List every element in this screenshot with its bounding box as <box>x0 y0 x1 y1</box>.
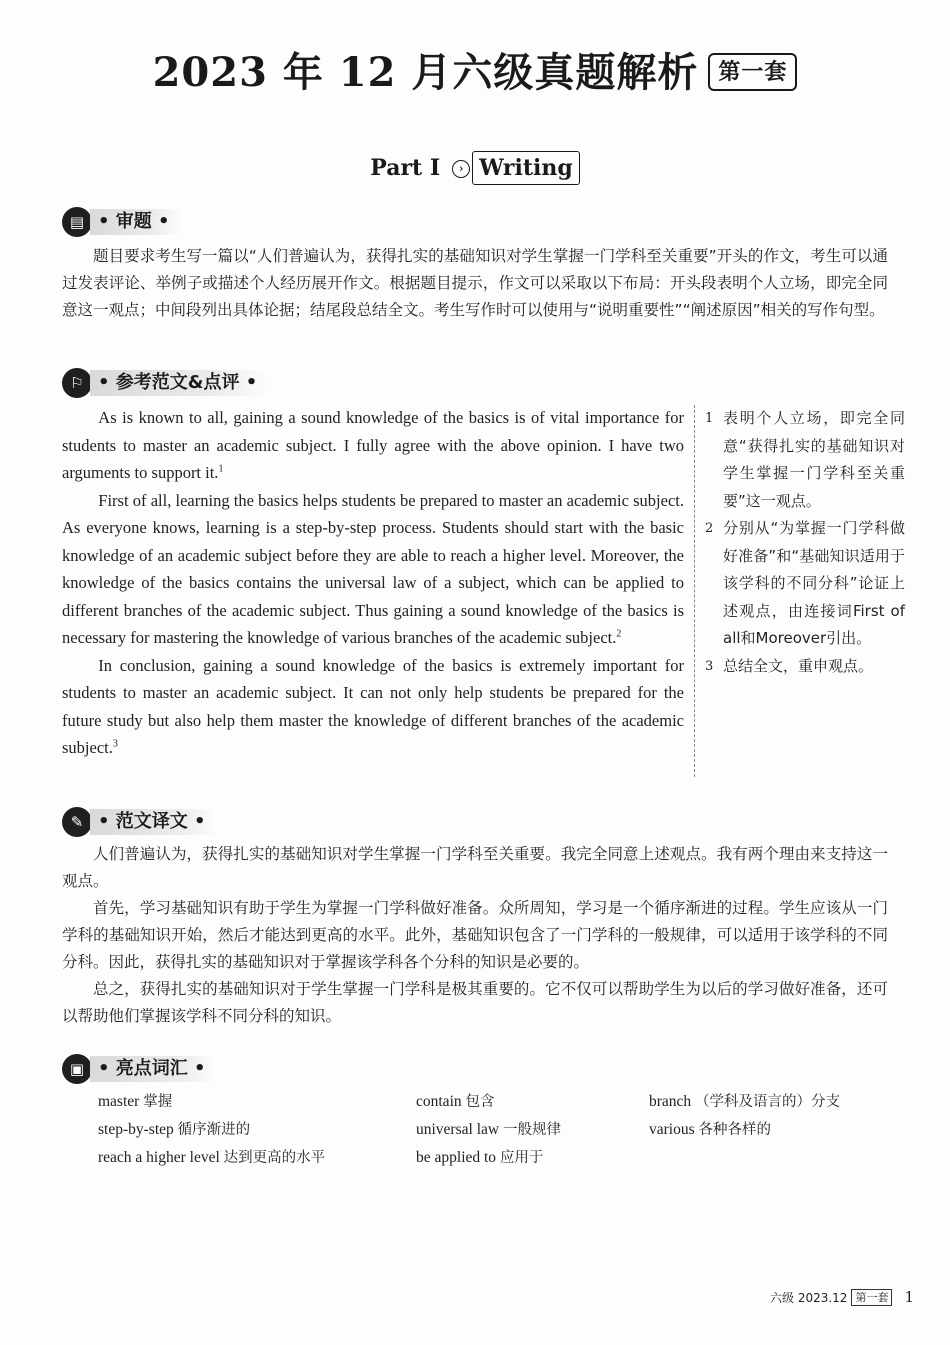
section-title: • 范文译文 • <box>90 809 218 835</box>
vocab-item: universal law 一般规律 <box>416 1121 561 1138</box>
vocab-item: be applied to 应用于 <box>416 1149 544 1166</box>
pen-icon: ✎ <box>62 807 92 837</box>
essay-paragraph: In conclusion, gaining a sound knowledge of the basics is extremely important for students to master an academic subject. It can not only help students be prepared for the future study but also help them master the knowledge of different branches of the academic subject.$^3$ <box>62 655 684 757</box>
vocab-column <box>416 1088 636 1172</box>
chevron-right-icon: › <box>452 160 470 178</box>
section-header-review <box>62 206 182 238</box>
vocab-item: reach a higher level 达到更高的水平 <box>98 1149 326 1166</box>
essay-paragraph: As is known to all, gaining a sound knowledge of the basics is of vital importance for students to master an academic subject. I fully agree with the above opinion. I have two arguments to support it.$^1$ <box>62 408 684 482</box>
part-section: Writing <box>472 151 580 185</box>
section-title: • 参考范文&点评 • <box>90 370 269 396</box>
translation-text <box>62 841 888 1030</box>
section-header-translation <box>62 806 218 838</box>
translation-paragraph: 人们普遍认为，获得扎实的基础知识对学生掌握一门学科至关重要。我完全同意上述观点。我有两个理由来支持这一观点。 <box>62 845 888 890</box>
vocab-item: contain 包含 <box>416 1093 495 1110</box>
review-paragraph: 题目要求考生写一篇以“人们普遍认为，获得扎实的基础知识对学生掌握一门学科至关重要”开头的作文，考生可以通过发表评论、举例子或描述个人经历展开作文。根据题目提示，作文可以采取以下布局：开头段表明个人立场，即完全同意这一观点；中间段列出具体论据；结尾段总结全文。考生写作时可以使用与“说明重要性”“阐述原因”相关的写作句型。 <box>62 247 888 319</box>
vocab-item: branch （学科及语言的）分支 <box>649 1093 841 1110</box>
model-essay <box>62 404 684 762</box>
part-label: Part I <box>370 155 441 181</box>
page-title <box>0 48 950 98</box>
part-heading <box>0 150 950 186</box>
translation-paragraph: 总之，获得扎实的基础知识对于学生掌握一门学科是极其重要的。它不仅可以帮助学生为以后的学习做好准备，还可以帮助他们掌握该学科不同分科的知识。 <box>62 980 888 1025</box>
vocab-item: step-by-step 循序渐进的 <box>98 1121 251 1138</box>
section-header-vocab <box>62 1053 218 1085</box>
note-item: 3 总结全文，重申观点。 <box>705 656 874 675</box>
vocab-column <box>649 1088 899 1144</box>
note-item: 2 分别从“为掌握一门学科做好准备”和“基础知识适用于该学科的不同分科”论证上述观点，由连接词First of all和Moreover引出。 <box>705 519 905 647</box>
note-item: 1 表明个人立场，即完全同意“获得扎实的基础知识对学生掌握一门学科至关重要”这一观点。 <box>705 409 905 510</box>
footer-label: 六级 2023.12 <box>770 1290 848 1305</box>
translation-paragraph: 首先，学习基础知识有助于学生为掌握一门学科做好准备。众所周知，学习是一个循序渐进的过程。学生应该从一门学科的基础知识开始，然后才能达到更高的水平。此外，基础知识包含了一门学科的一般规律，可以适用于该学科的不同分科。因此，获得扎实的基础知识对于掌握该学科各个分科的知识是必要的。 <box>62 899 888 971</box>
vocab-column <box>98 1088 398 1172</box>
document-icon: ▤ <box>62 207 92 237</box>
vocab-item: master 掌握 <box>98 1093 173 1110</box>
section-header-model <box>62 367 269 399</box>
commentary-notes <box>694 405 905 777</box>
footer-badge: 第一套 <box>851 1289 892 1306</box>
flag-icon: ⚐ <box>62 368 92 398</box>
page-footer <box>770 1288 914 1306</box>
review-text <box>62 243 888 324</box>
set-badge: 第一套 <box>708 53 797 91</box>
section-title: • 亮点词汇 • <box>90 1056 218 1082</box>
vocab-item: various 各种各样的 <box>649 1121 772 1138</box>
title-text: 2023 年 12 月六级真题解析 <box>152 49 699 96</box>
book-icon: ▣ <box>62 1054 92 1084</box>
section-title: • 审题 • <box>90 209 182 235</box>
page-number: 1 <box>904 1288 914 1306</box>
essay-paragraph: First of all, learning the basics helps students be prepared to master an academic subject. As everyone knows, learning is a step-by-step process. Students should start with the basic knowledge of an academic subject before they are able to reach a higher level. Moreover, the knowledge of the basics contains the universal law of a subject, which can be applied to different branches of the academic subject. Thus gaining a sound knowledge of the basics is necessary for mastering the knowledge of various branches of the academic subject.$^2$ <box>62 490 684 647</box>
